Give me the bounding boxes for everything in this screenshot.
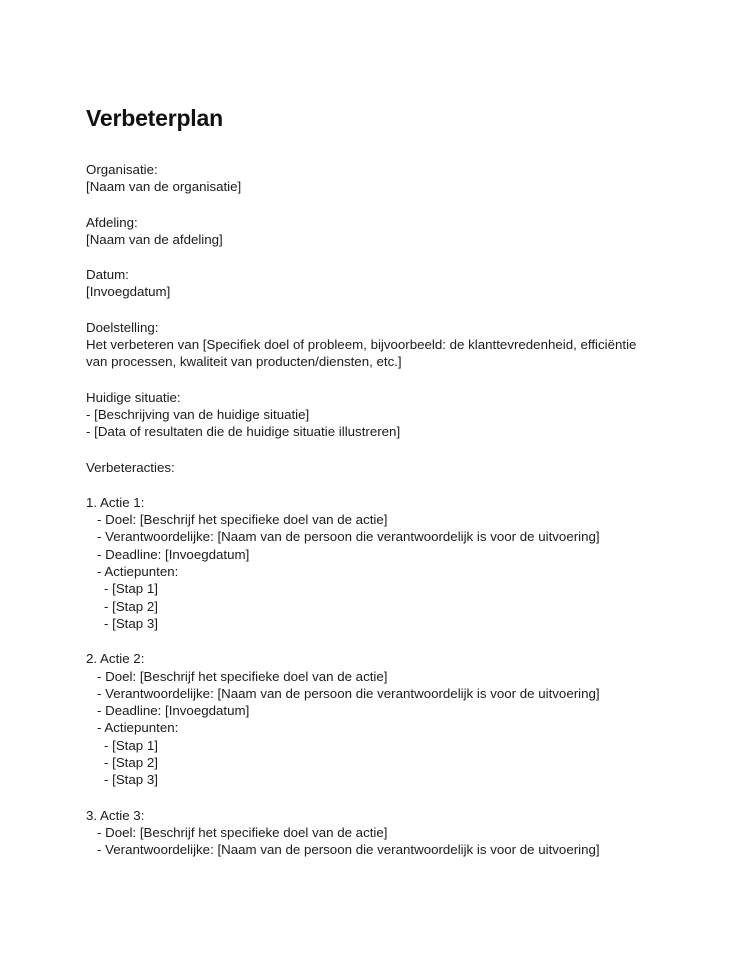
page-title: Verbeterplan: [86, 105, 223, 131]
section-label: Huidige situatie:: [86, 389, 181, 405]
section-value: [Invoegdatum]: [86, 284, 171, 300]
section-doelstelling: [86, 319, 639, 371]
action-detail-actiepunten: - Actiepunten:: [97, 720, 179, 736]
action-step: - [Stap 3]: [104, 615, 158, 631]
section-huidige-situatie: [86, 389, 639, 441]
section-label: Verbeteracties:: [86, 459, 175, 475]
section-afdeling: [86, 214, 639, 249]
action-step: - [Stap 1]: [104, 581, 158, 597]
section-label: Datum:: [86, 267, 129, 283]
action-heading: 2. Actie 2:: [86, 651, 145, 667]
action-detail-doel: - Doel: [Beschrijf het specifieke doel van de actie]: [97, 668, 388, 684]
action-detail-deadline: - Deadline: [Invoegdatum]: [97, 703, 250, 719]
action-detail-deadline: - Deadline: [Invoegdatum]: [97, 546, 250, 562]
action-item: [86, 650, 639, 788]
action-detail-actiepunten: - Actiepunten:: [97, 564, 179, 580]
section-organisatie: [86, 161, 639, 196]
action-heading: 3. Actie 3:: [86, 807, 145, 823]
action-detail-verantwoordelijke: - Verantwoordelijke: [Naam van de persoon die verantwoordelijk is voor de uitvoering]: [97, 685, 600, 701]
section-label: Doelstelling:: [86, 319, 159, 335]
action-step: - [Stap 3]: [104, 772, 158, 788]
section-verbeteracties: [86, 459, 639, 476]
section-value: [Naam van de afdeling]: [86, 231, 223, 247]
bullet-item: - [Beschrijving van de huidige situatie]: [86, 406, 310, 422]
action-step: - [Stap 1]: [104, 737, 158, 753]
action-detail-doel: - Doel: [Beschrijf het specifieke doel van de actie]: [97, 824, 388, 840]
action-heading: 1. Actie 1:: [86, 494, 145, 510]
section-value: [Naam van de organisatie]: [86, 179, 242, 195]
action-detail-verantwoordelijke: - Verantwoordelijke: [Naam van de persoon die verantwoordelijk is voor de uitvoering]: [97, 529, 600, 545]
section-datum: [86, 266, 639, 301]
action-item: [86, 807, 639, 859]
section-label: Afdeling:: [86, 214, 138, 230]
bullet-item: - [Data of resultaten die de huidige situatie illustreren]: [86, 424, 401, 440]
action-detail-doel: - Doel: [Beschrijf het specifieke doel van de actie]: [97, 512, 388, 528]
action-detail-verantwoordelijke: - Verantwoordelijke: [Naam van de persoon die verantwoordelijk is voor de uitvoering]: [97, 842, 600, 858]
action-step: - [Stap 2]: [104, 755, 158, 771]
action-item: [86, 494, 639, 632]
section-body: Het verbeteren van [Specifiek doel of probleem, bijvoorbeeld: de klanttevredenheid, efficiëntie van processen, kwaliteit van producten/diensten, etc.]: [86, 337, 641, 370]
action-step: - [Stap 2]: [104, 598, 158, 614]
section-label: Organisatie:: [86, 162, 158, 177]
